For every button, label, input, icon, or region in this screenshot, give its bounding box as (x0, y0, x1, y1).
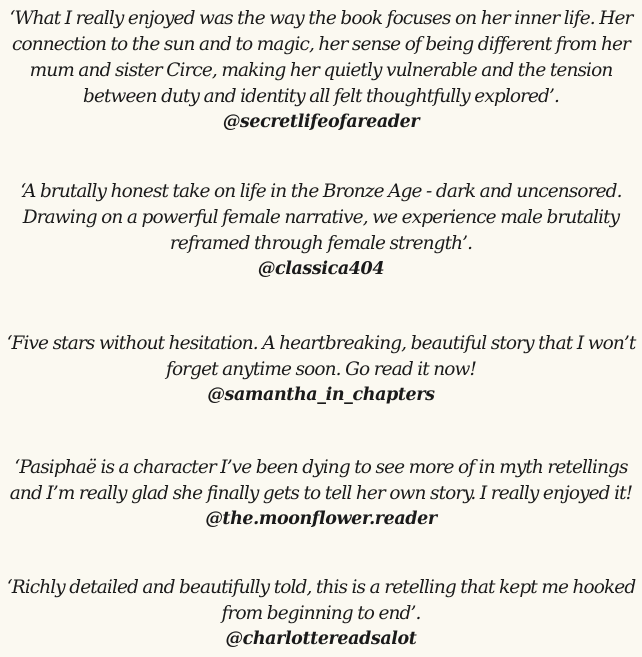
review-item (0, 179, 642, 281)
reviewer-handle: @the.moonflower.reader (205, 509, 437, 529)
review-item (0, 455, 642, 531)
review-quote: ‘Five stars without hesitation. A heartbreaking, beautiful story that I won’t forget anytime soon. Go read it now! (6, 333, 636, 380)
reviewer-handle: @classica404 (257, 259, 385, 279)
review-item (0, 575, 642, 651)
review-item (0, 331, 642, 407)
review-quote: ‘Richly detailed and beautifully told, this is a retelling that kept me hooked from beginning to end’. (6, 577, 636, 624)
review-quote: ‘Pasiphaë is a character I’ve been dying to see more of in myth retellings and I’m really glad she finally gets to tell her own story. I really enjoyed it! (9, 457, 633, 504)
reviewer-handle: @samantha_in_chapters (207, 385, 435, 405)
reviewer-handle: @secretlifeofareader (222, 112, 420, 132)
review-item (0, 6, 642, 134)
review-quote: ‘A brutally honest take on life in the Bronze Age - dark and uncensored. Drawing on a powerful female narrative, we experience male brutality reframed through female strength’. (20, 181, 622, 254)
reviewer-handle: @charlottereadsalot (225, 629, 417, 649)
review-quote: ‘What I really enjoyed was the way the book focuses on her inner life. Her connection to the sun and to magic, her sense of being different from her mum and sister Circe, making her quietly vulnerable and the tension between duty and identity all felt thoughtfully explored’. (9, 8, 633, 107)
